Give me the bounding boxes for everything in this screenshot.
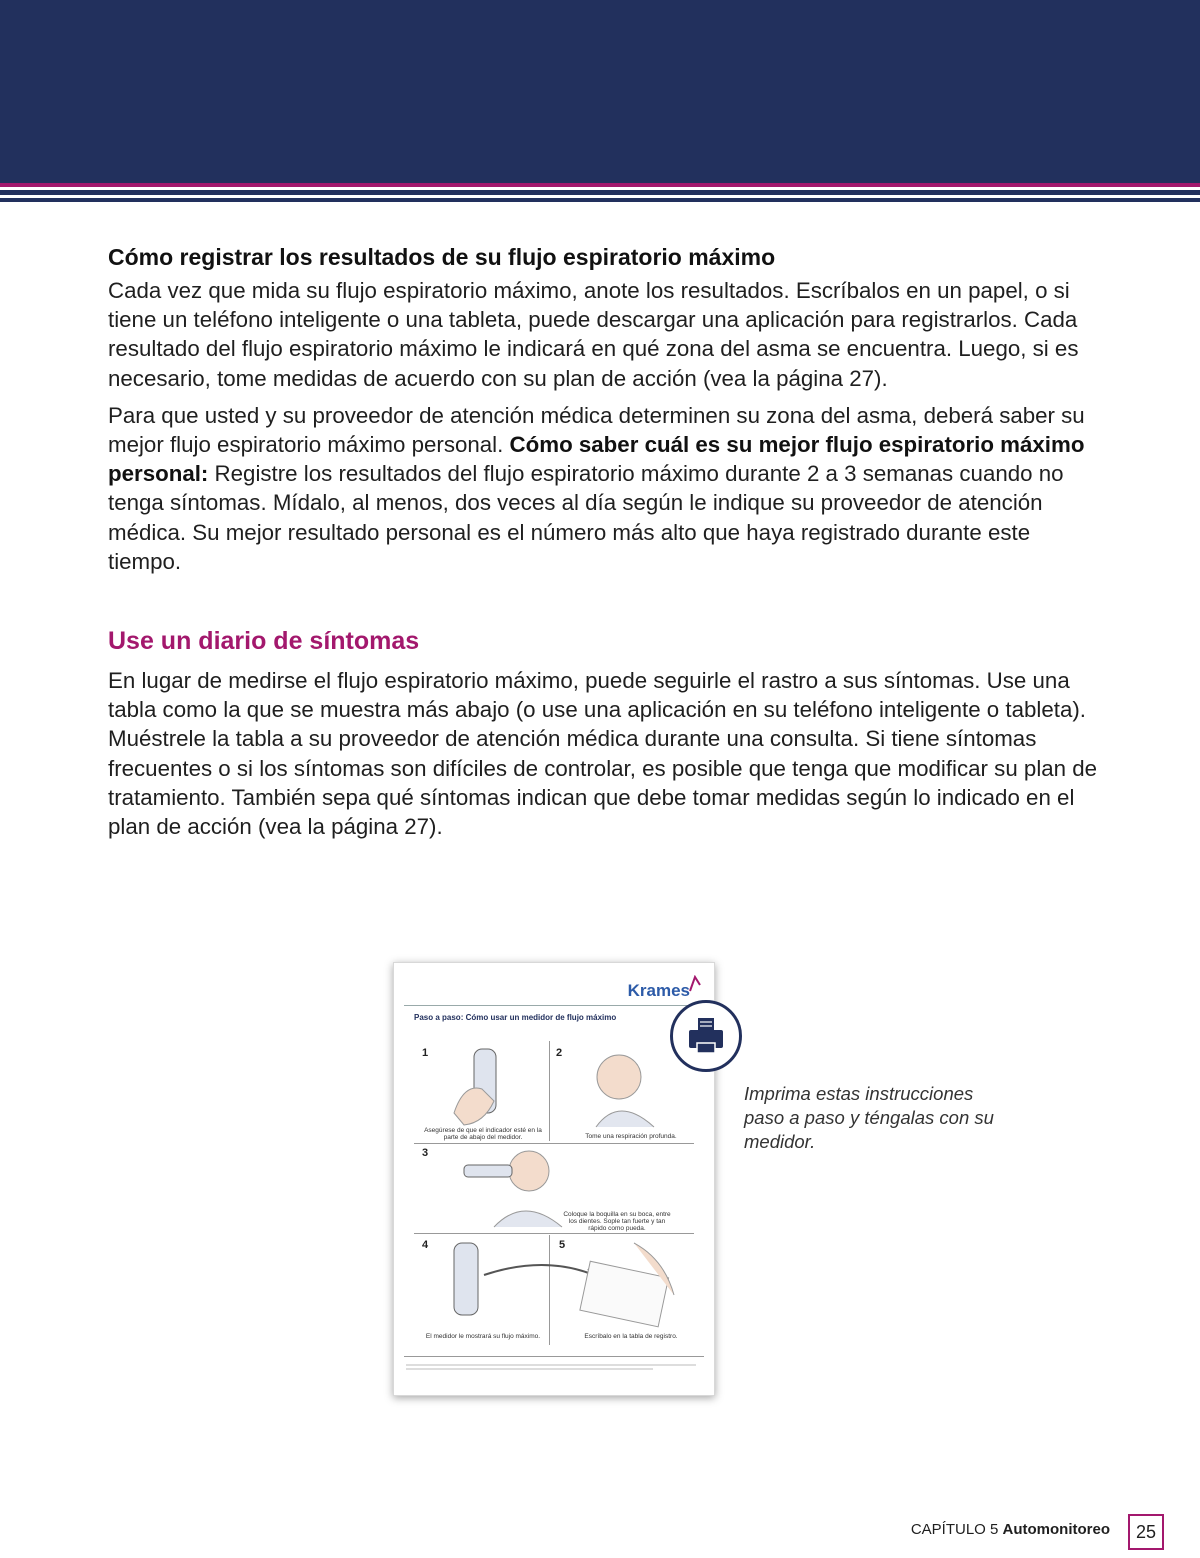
footer-chapter-name: Automonitoreo [1002,1521,1110,1538]
step-caption: El medidor le mostrará su flujo máximo. [425,1333,541,1340]
handout-divider [414,1143,694,1144]
paragraph-personal-best-bold: Cómo saber cuál es su mejor flujo espiratorio máximo personal: [108,432,1085,487]
step-caption: Coloque la boquilla en su boca, entre los dientes. Sople tan fuerte y tan rápido como pueda. [563,1211,671,1232]
footer-chapter [880,1521,1110,1538]
step-number: 4 [422,1239,429,1251]
main-content [108,240,1108,849]
blowing-into-meter-illustration [444,1145,564,1229]
paragraph-personal-best [108,401,1108,576]
handout-fine-print-lines [406,1363,696,1372]
paragraph-record: Cada vez que mida su flujo espiratorio máximo, anote los resultados. Escríbalos en un papel, o si tiene un teléfono inteligente o una tableta, puede descargar una aplicación para registrarlos. Cada resultado del flujo espiratorio máximo le indicará en qué zona del asma se encuentra. Luego, si es necesario, tome medidas de acuerdo con su plan de acción (vea la página 27). [108,278,1079,391]
peak-flow-meter-illustration [434,1043,534,1129]
step-caption: Asegúrese de que el indicador esté en la parte de abajo del medidor. [424,1127,542,1141]
step-caption: Tome una respiración profunda. [585,1133,677,1140]
step-number: 3 [422,1147,429,1159]
paragraph-diary: En lugar de medirse el flujo espiratorio máximo, puede seguirle el rastro a sus síntomas. Use una tabla como la que se muestra más abajo (o use una aplicación en su teléfono inteligente o tableta). Muéstrele la tabla a su proveedor de atención médica durante una consulta. Si tiene síntomas frecuentes o si los síntomas son difíciles de controlar, es posible que tenga que modificar su plan de tratamiento. También sepa qué síntomas indican que debe tomar medidas según lo indicado en el plan de acción (vea la página 27). [108,668,1098,840]
handout-thumbnail [393,962,715,1396]
footer-chapter-number: CAPÍTULO 5 [910,1521,999,1538]
step-number: 2 [556,1047,563,1059]
person-breathing-illustration [574,1045,664,1131]
step-number: 1 [422,1047,429,1059]
print-caption: Imprima estas instrucciones paso a paso y téngalas con su medidor. [744,1083,994,1152]
header-banner [0,0,1200,183]
handout-rule [404,1005,704,1006]
paragraph-personal-best-text-a: Para que usted y su proveedor de atención médica determinen su zona del asma, deberá saber su mejor flujo espiratorio máximo personal. [108,402,1085,458]
section-heading-record: Cómo registrar los resultados de su flujo espiratorio máximo [108,244,776,270]
printer-icon[interactable] [670,1000,742,1072]
header-stripe-navy-2 [0,198,1200,202]
handout-divider [404,1356,704,1357]
step-number: 5 [559,1239,566,1251]
paragraph-personal-best-text-b: Registre los resultados del flujo espiratorio máximo durante 2 a 3 semanas cuando no tenga síntomas. Mídalo, al menos, dos veces al día según le indique su proveedor de atención médica. Su mejor resultado personal es el número más alto que haya registrado durante este tiempo. [108,461,1064,574]
krames-logo-mark [688,975,702,993]
section-heading-diary: Use un diario de síntomas [108,627,420,656]
handout-divider [414,1233,694,1234]
krames-logo: Krames [627,981,690,1000]
reading-and-recording-illustration [434,1235,684,1329]
step-caption: Escríbalo en la tabla de registro. [584,1333,678,1340]
handout-divider [549,1041,550,1141]
printer-icon-glyph [673,1003,739,1069]
page-number: 25 [1128,1514,1164,1550]
handout-title: Paso a paso: Cómo usar un medidor de flujo máximo [414,1013,617,1022]
